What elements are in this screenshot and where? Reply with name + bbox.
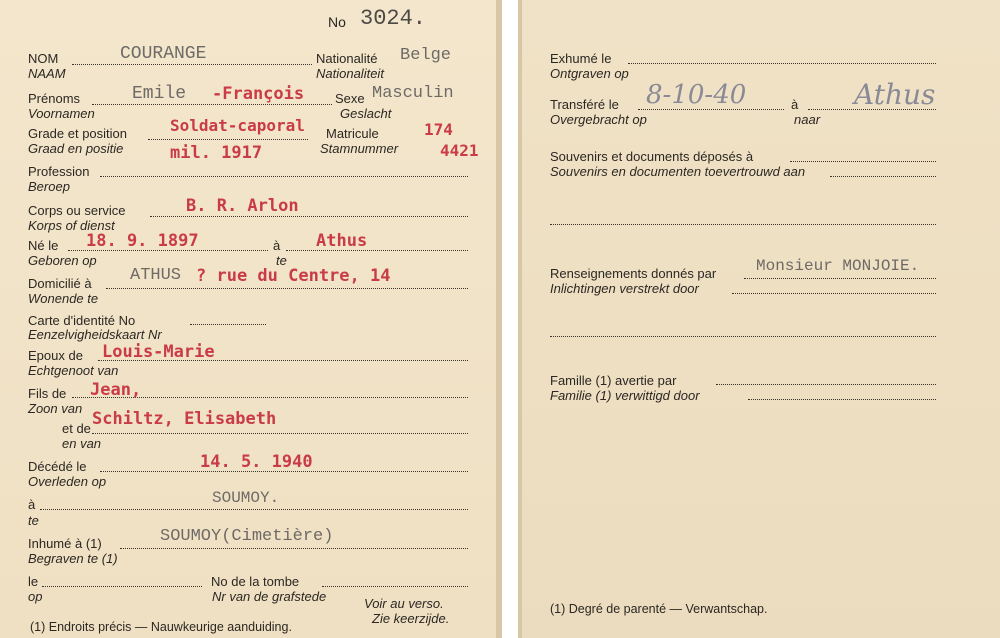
prenoms-typed: Emile: [132, 84, 187, 104]
et-de-line: [92, 433, 468, 434]
prenoms-red: -François: [212, 84, 305, 104]
matricule-label: Matricule: [326, 126, 379, 141]
renseignements-line2: [732, 293, 936, 294]
naam-label: NAAM: [28, 66, 66, 81]
grade-red2: mil. 1917: [170, 143, 263, 163]
famille-line1: [716, 384, 936, 385]
et-de-label: et de: [62, 421, 91, 436]
matricule-value2: 4421: [440, 141, 479, 160]
renseignements-line1: [744, 278, 936, 279]
le-line: [42, 586, 202, 587]
ne-date: 18. 9. 1897: [86, 231, 199, 251]
famille-label: Famille (1) avertie par: [550, 373, 677, 388]
right-card-back: [518, 0, 1000, 638]
souvenirs-line2: [830, 176, 936, 177]
souvenirs-label: Souvenirs et documents déposés à: [550, 149, 754, 164]
op-label: op: [28, 589, 43, 604]
decede-label: Décédé le: [28, 459, 87, 474]
voir-verso: Voir au verso.: [364, 596, 444, 611]
ne-te-label: te: [276, 253, 287, 268]
beroep-label: Beroep: [28, 179, 70, 194]
grafstede-label: Nr van de grafstede: [212, 589, 327, 604]
famille-line2: [748, 399, 936, 400]
domicile-line: [106, 288, 468, 289]
inhume-value: SOUMOY(Cimetière): [160, 527, 334, 546]
en-van-label: en van: [62, 436, 102, 451]
stamnummer-label: Stamnummer: [320, 141, 399, 156]
corps-line: [150, 216, 468, 217]
ne-place: Athus: [316, 231, 368, 251]
exhume-line: [628, 63, 936, 64]
sexe-label: Sexe: [335, 91, 365, 106]
tombe-label: No de la tombe: [211, 574, 300, 589]
carte-line: [190, 324, 266, 325]
corps-label: Corps ou service: [28, 203, 126, 218]
inhume-label: Inhumé à (1): [28, 536, 102, 551]
nom-line: [72, 64, 312, 65]
grade-red: Soldat-caporal: [170, 116, 305, 135]
number-label: No: [328, 14, 346, 30]
domicile-typed: ATHUS: [130, 266, 182, 285]
fils-value: Jean,: [90, 380, 142, 400]
carte-label: Carte d'identité No: [28, 313, 136, 328]
ne-place-line: [286, 250, 468, 251]
ontgraven-label: Ontgraven op: [550, 66, 629, 81]
le-label: le: [28, 574, 39, 589]
renseignements-label: Renseignements donnés par: [550, 266, 717, 281]
decede-te-label: te: [28, 513, 39, 528]
sexe-value: Masculin: [372, 84, 454, 103]
fils-label: Fils de: [28, 386, 67, 401]
transfere-label: Transféré le: [550, 97, 619, 112]
profession-line: [100, 176, 468, 177]
decede-value: 14. 5. 1940: [200, 452, 313, 472]
card-gap: [502, 0, 518, 638]
exhume-label: Exhumé le: [550, 51, 612, 66]
et-de-value: Schiltz, Elisabeth: [92, 409, 277, 429]
nationaliteit-label: Nationaliteit: [316, 66, 384, 81]
ne-label: Né le: [28, 238, 59, 253]
souvenirs-nl-label: Souvenirs en documenten toevertrouwd aan: [550, 164, 806, 179]
geboren-label: Geboren op: [28, 253, 97, 268]
overleden-label: Overleden op: [28, 474, 107, 489]
prenoms-line: [92, 104, 332, 105]
souvenirs-line3: [550, 224, 936, 225]
nationalite-label: Nationalité: [316, 51, 378, 66]
nationalite-value: Belge: [400, 46, 452, 65]
left-footnote: (1) Endroits précis — Nauwkeurige aanduiding.: [30, 620, 292, 634]
corps-value: B. R. Arlon: [186, 196, 299, 216]
transfere-place: Athus: [854, 78, 936, 111]
renseignements-line3: [550, 336, 936, 337]
a-te-value: SOUMOY.: [212, 489, 280, 507]
decede-a-label: à: [28, 497, 36, 512]
familie-label: Familie (1) verwittigd door: [550, 388, 700, 403]
begraven-label: Begraven te (1): [28, 551, 118, 566]
transfere-date: 8-10-40: [646, 80, 747, 110]
wonende-label: Wonende te: [28, 291, 99, 306]
number-value: 3024.: [360, 6, 427, 31]
transfere-a-label: à: [791, 97, 799, 112]
souvenirs-line1: [790, 161, 936, 162]
matricule-value1: 174: [424, 120, 453, 139]
nom-value: COURANGE: [120, 44, 207, 64]
grade-line: [148, 139, 308, 140]
geslacht-label: Geslacht: [340, 106, 392, 121]
korps-label: Korps of dienst: [28, 218, 115, 233]
nom-label: NOM: [28, 51, 59, 66]
inlichtingen-label: Inlichtingen verstrekt door: [550, 281, 699, 296]
zoon-label: Zoon van: [28, 401, 83, 416]
domicile-label: Domicilié à: [28, 276, 92, 291]
voornamen-label: Voornamen: [28, 106, 95, 121]
inhume-line: [120, 548, 468, 549]
prenoms-label: Prénoms: [28, 91, 81, 106]
ne-a-label: à: [273, 238, 281, 253]
domicile-red: ? rue du Centre, 14: [196, 266, 391, 286]
eenzelvigheid-label: Eenzelvigheidskaart Nr: [28, 327, 162, 342]
graad-label: Graad en positie: [28, 141, 124, 156]
profession-label: Profession: [28, 164, 90, 179]
epoux-value: Louis-Marie: [102, 342, 215, 362]
a-te-line: [40, 509, 468, 510]
echtgenoot-label: Echtgenoot van: [28, 363, 119, 378]
tombe-line: [322, 586, 468, 587]
renseignements-value: Monsieur MONJOIE.: [756, 257, 920, 275]
right-footnote: (1) Degré de parenté — Verwantschap.: [550, 602, 768, 616]
epoux-label: Epoux de: [28, 348, 83, 363]
transfere-naar-label: naar: [794, 112, 821, 127]
zie-keerzijde: Zie keerzijde.: [372, 611, 450, 626]
overgebracht-label: Overgebracht op: [550, 112, 647, 127]
grade-label: Grade et position: [28, 126, 128, 141]
